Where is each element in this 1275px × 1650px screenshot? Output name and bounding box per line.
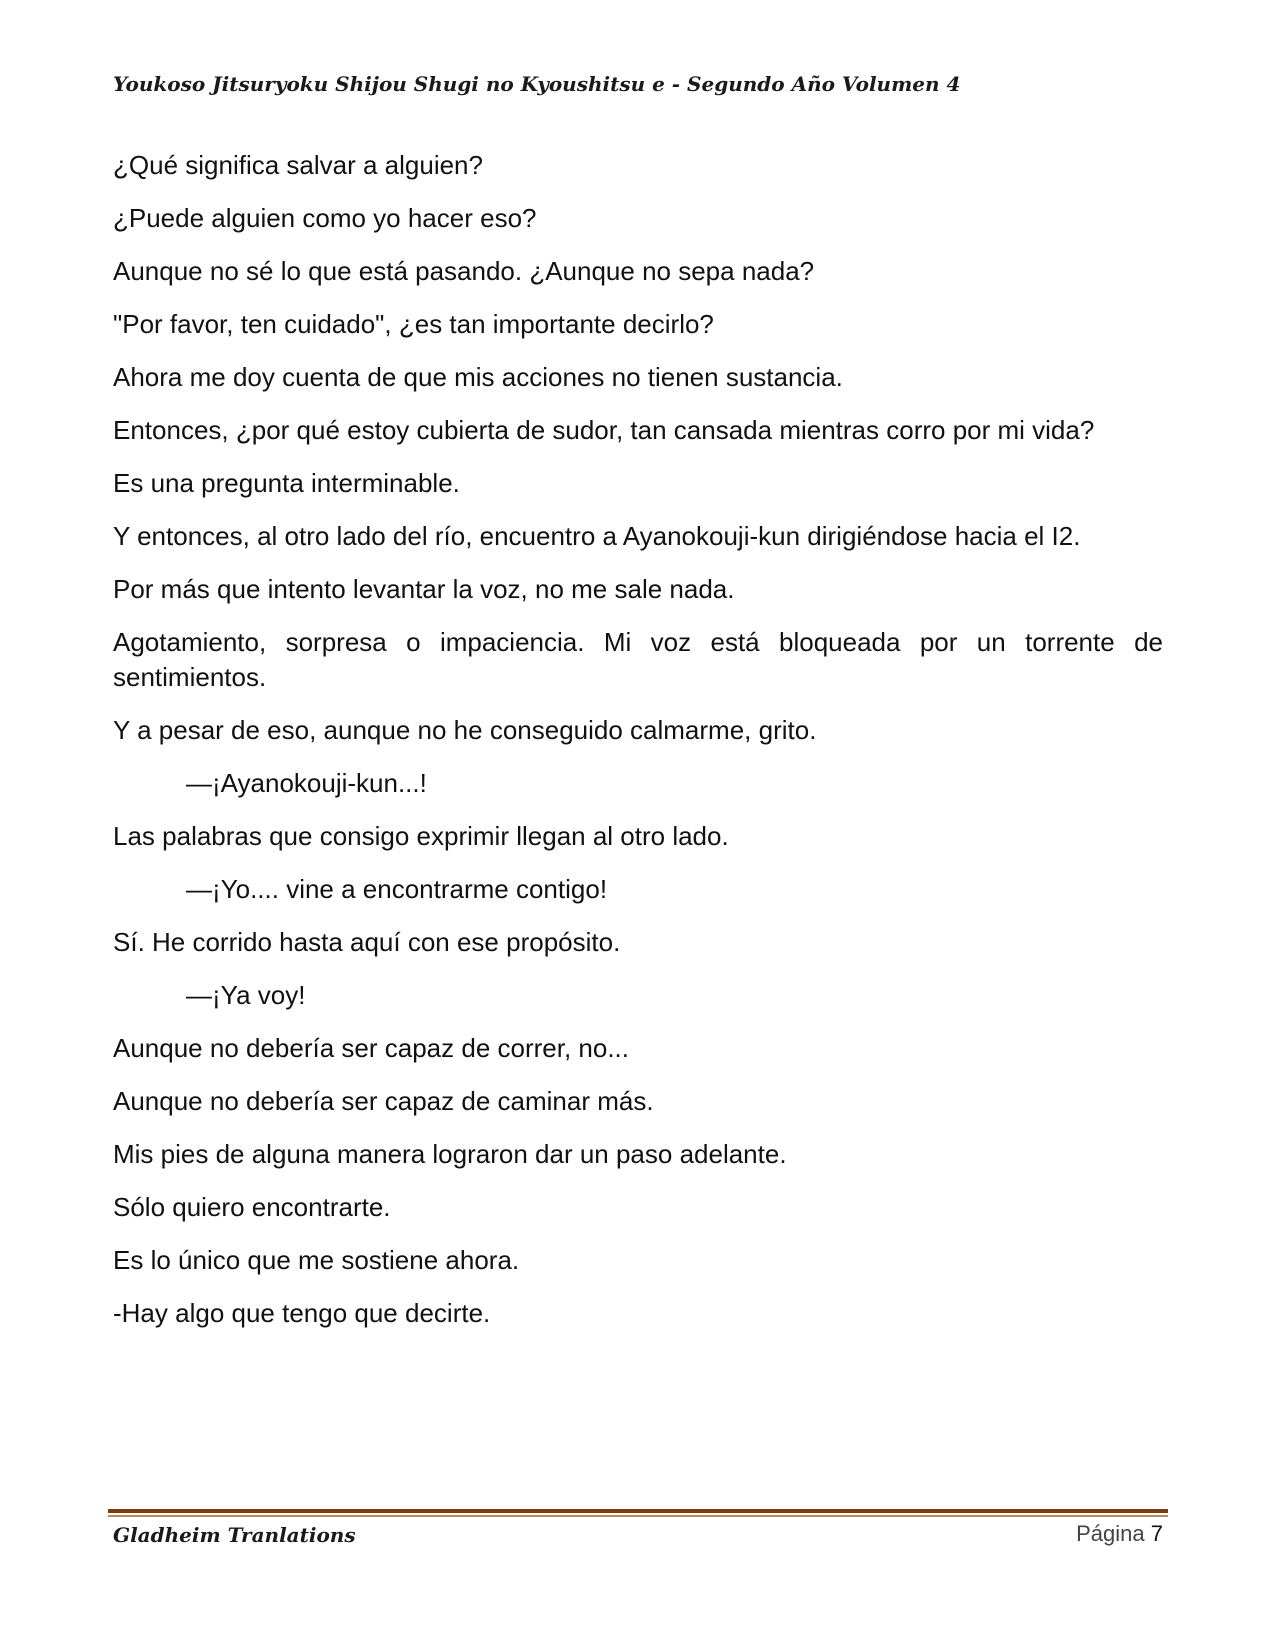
- dialogue-line: —¡Yo.... vine a encontrarme contigo!: [186, 874, 608, 904]
- footer-divider-thin: [108, 1515, 1168, 1517]
- paragraph: -Hay algo que tengo que decirte.: [113, 1298, 491, 1328]
- paragraph: "Por favor, ten cuidado", ¿es tan importante decirlo?: [113, 309, 714, 339]
- page-number: 7: [1150, 1521, 1163, 1546]
- paragraph: Entonces, ¿por qué estoy cubierta de sudor, tan cansada mientras corro por mi vida?: [113, 415, 1095, 445]
- paragraph: Sólo quiero encontrarte.: [113, 1192, 391, 1222]
- paragraph: Mis pies de alguna manera lograron dar un paso adelante.: [113, 1139, 787, 1169]
- footer-credit: Gladheim Tranlations: [113, 1523, 356, 1547]
- paragraph: Y a pesar de eso, aunque no he conseguido calmarme, grito.: [113, 715, 817, 745]
- paragraph: Aunque no sé lo que está pasando. ¿Aunque no sepa nada?: [113, 256, 815, 286]
- paragraph: Por más que intento levantar la voz, no me sale nada.: [113, 574, 735, 604]
- page-body: [113, 148, 1163, 1349]
- paragraph: ¿Puede alguien como yo hacer eso?: [113, 203, 537, 233]
- paragraph: Aunque no debería ser capaz de caminar más.: [113, 1086, 654, 1116]
- page-label: Página: [1076, 1521, 1145, 1546]
- dialogue-line: —¡Ayanokouji-kun...!: [186, 768, 427, 798]
- paragraph: Agotamiento, sorpresa o impaciencia. Mi voz está bloqueada por un torrente de sentimientos.: [113, 627, 1163, 692]
- paragraph: Aunque no debería ser capaz de correr, no...: [113, 1033, 630, 1063]
- page-number-block: [1076, 1521, 1163, 1547]
- paragraph: Sí. He corrido hasta aquí con ese propósito.: [113, 927, 621, 957]
- paragraph: Y entonces, al otro lado del río, encuentro a Ayanokouji-kun dirigiéndose hacia el I2.: [113, 521, 1081, 551]
- paragraph: ¿Qué significa salvar a alguien?: [113, 150, 483, 180]
- footer-divider: [108, 1509, 1168, 1513]
- running-header: Youkoso Jitsuryoku Shijou Shugi no Kyoushitsu e - Segundo Año Volumen 4: [113, 72, 961, 96]
- paragraph: Las palabras que consigo exprimir llegan al otro lado.: [113, 821, 729, 851]
- paragraph: Es lo único que me sostiene ahora.: [113, 1245, 520, 1275]
- paragraph: Es una pregunta interminable.: [113, 468, 460, 498]
- paragraph: Ahora me doy cuenta de que mis acciones no tienen sustancia.: [113, 362, 843, 392]
- dialogue-line: —¡Ya voy!: [186, 980, 306, 1010]
